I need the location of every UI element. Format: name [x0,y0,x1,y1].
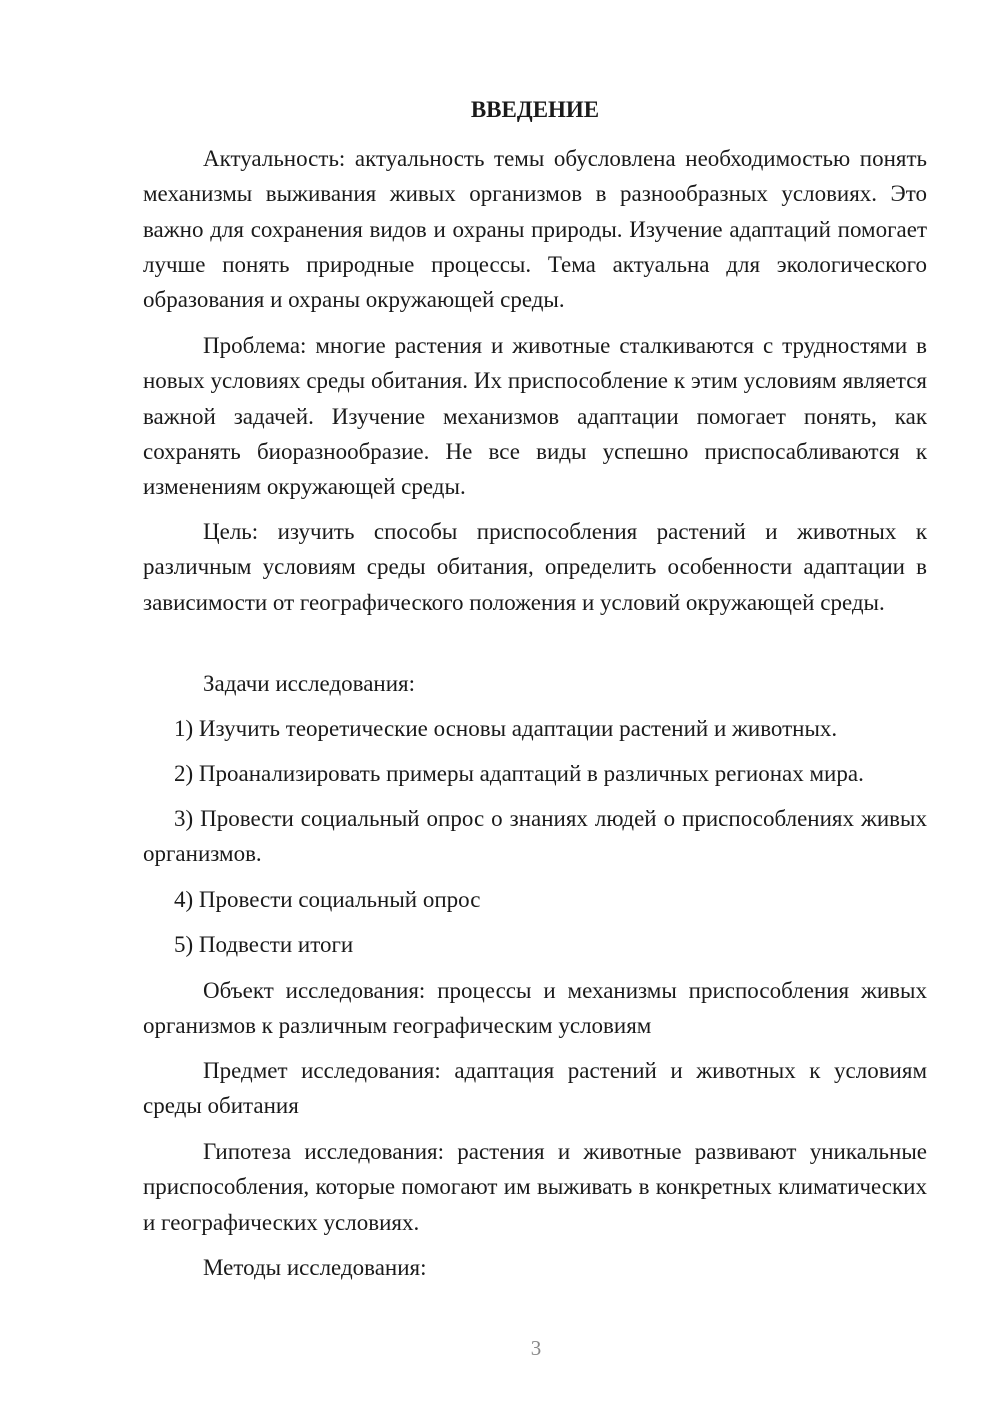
section-heading: ВВЕДЕНИЕ [470,97,600,122]
subject-paragraph-block [143,1053,927,1124]
task-item-2-block [143,756,927,791]
task-item: 2) Проанализировать примеры адаптаций в различных регионах мира. [174,761,864,786]
task-item: 1) Изучить теоретические основы адаптации растений и животных. [174,716,838,741]
problem-paragraph-block [143,328,927,504]
methods-title-block [143,1250,927,1285]
task-item-1-block [143,711,927,746]
task-item: 4) Провести социальный опрос [174,887,481,912]
hypothesis-paragraph-block [143,1134,927,1240]
subject-paragraph: Предмет исследования: адаптация растений и животных к условиям среды обитания [143,1058,927,1119]
task-item: 3) Провести социальный опрос о знаниях людей о приспособлениях живых организмов. [143,806,927,867]
relevance-paragraph-block [143,141,927,317]
problem-paragraph: Проблема: многие растения и животные сталкиваются с трудностями в новых условиях среды обитания. Их приспособление к этим условиям является важной задачей. Изучение механизмов адаптации помогает понять, как сохранять биоразнообразие. Не все виды успешно приспосабливаются к изменениям окружающей среды. [143,333,927,500]
task-item-4-block [143,882,927,917]
hypothesis-paragraph: Гипотеза исследования: растения и животные развивают уникальные приспособления, которые помогают им выживать в конкретных климатических и географических условиях. [143,1139,927,1235]
methods-title: Методы исследования: [203,1255,427,1280]
page-number: 3 [530,1336,542,1360]
goal-paragraph-block [143,514,927,620]
object-paragraph: Объект исследования: процессы и механизмы приспособления живых организмов к различным географическим условиям [143,978,927,1039]
object-paragraph-block [143,973,927,1044]
task-item: 5) Подвести итоги [174,932,354,957]
task-item-3-block [143,801,927,872]
goal-paragraph: Цель: изучить способы приспособления растений и животных к различным условиям среды обитания, определить особенности адаптации в зависимости от географического положения и условий окружающей среды. [143,519,927,615]
relevance-paragraph: Актуальность: актуальность темы обусловлена необходимостью понять механизмы выживания живых организмов в разнообразных условиях. Это важно для сохранения видов и охраны природы. Изучение адаптаций помогает лучше понять природные процессы. Тема актуальна для экологического образования и охраны окружающей среды. [143,146,927,313]
tasks-title-block [143,666,927,701]
tasks-title: Задачи исследования: [203,671,416,696]
task-item-5-block [143,927,927,962]
